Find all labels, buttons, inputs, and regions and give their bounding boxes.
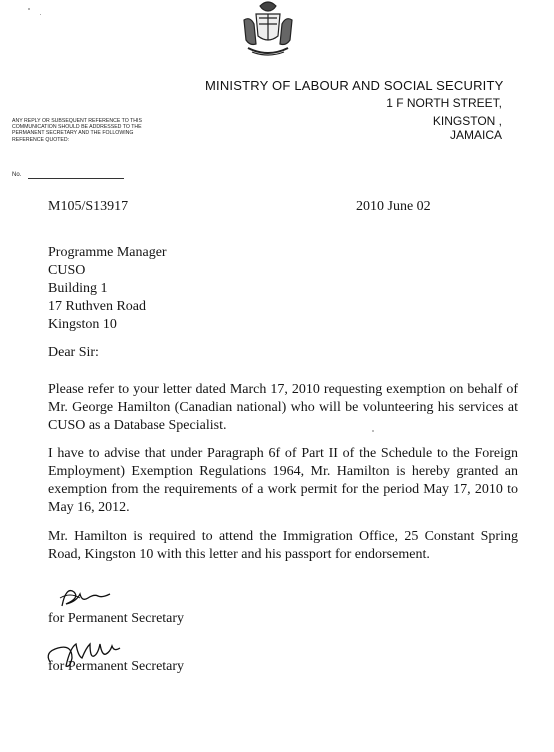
coat-of-arms-icon (230, 0, 306, 60)
paragraph-exemption: I have to advise that under Paragraph 6f of Part II of the Schedule to the Foreign Employment) Exemption Regulations 1964, Mr. Hamilton is hereby granted an exemption from the requirements of a work permit for the period May 17, 2010 to May 16, 2012. (48, 446, 518, 515)
ministry-name: MINISTRY OF LABOUR AND SOCIAL SECURITY (205, 78, 504, 93)
address-line-3: JAMAICA (449, 128, 502, 142)
address-line-2: KINGSTON , (432, 114, 502, 128)
addressee-line: CUSO (48, 263, 86, 278)
address-line-1: 1 F NORTH STREET, (386, 96, 502, 110)
scan-speck (40, 14, 41, 15)
closing-line-2: for Permanent Secretary (48, 659, 185, 674)
addressee-line: Kingston 10 (48, 317, 117, 332)
letter-date: 2010 June 02 (356, 199, 431, 214)
reference-number-line (28, 178, 124, 179)
letter-reference: M105/S13917 (48, 199, 129, 214)
addressee-line: Building 1 (48, 281, 108, 296)
salutation: Dear Sir: (48, 345, 99, 360)
paragraph-request: Please refer to your letter dated March 17, 2010 requesting exemption on behalf of Mr. George Hamilton (Canadian national) who will be volunteering his services at CUSO as a Database Specialist. (48, 382, 518, 433)
scan-speck (372, 430, 374, 432)
scan-speck (28, 8, 30, 10)
reference-number-label: No. (12, 172, 22, 178)
paragraph-immigration: Mr. Hamilton is required to attend the Immigration Office, 25 Constant Spring Road, Kingston 10 with this letter and his passport for endorsement. (48, 529, 518, 562)
closing-line-1: for Permanent Secretary (48, 611, 185, 626)
addressee-line: 17 Ruthven Road (48, 299, 146, 314)
reply-reference-note: ANY REPLY OR SUBSEQUENT REFERENCE TO THIS COMMUNICATION SHOULD BE ADDRESSED TO THE PERMANENT SECRETARY AND THE FOLLOWING REFERENCE QUOTED: (12, 118, 142, 143)
addressee-line: Programme Manager (48, 245, 167, 260)
addressee-block (48, 244, 167, 334)
